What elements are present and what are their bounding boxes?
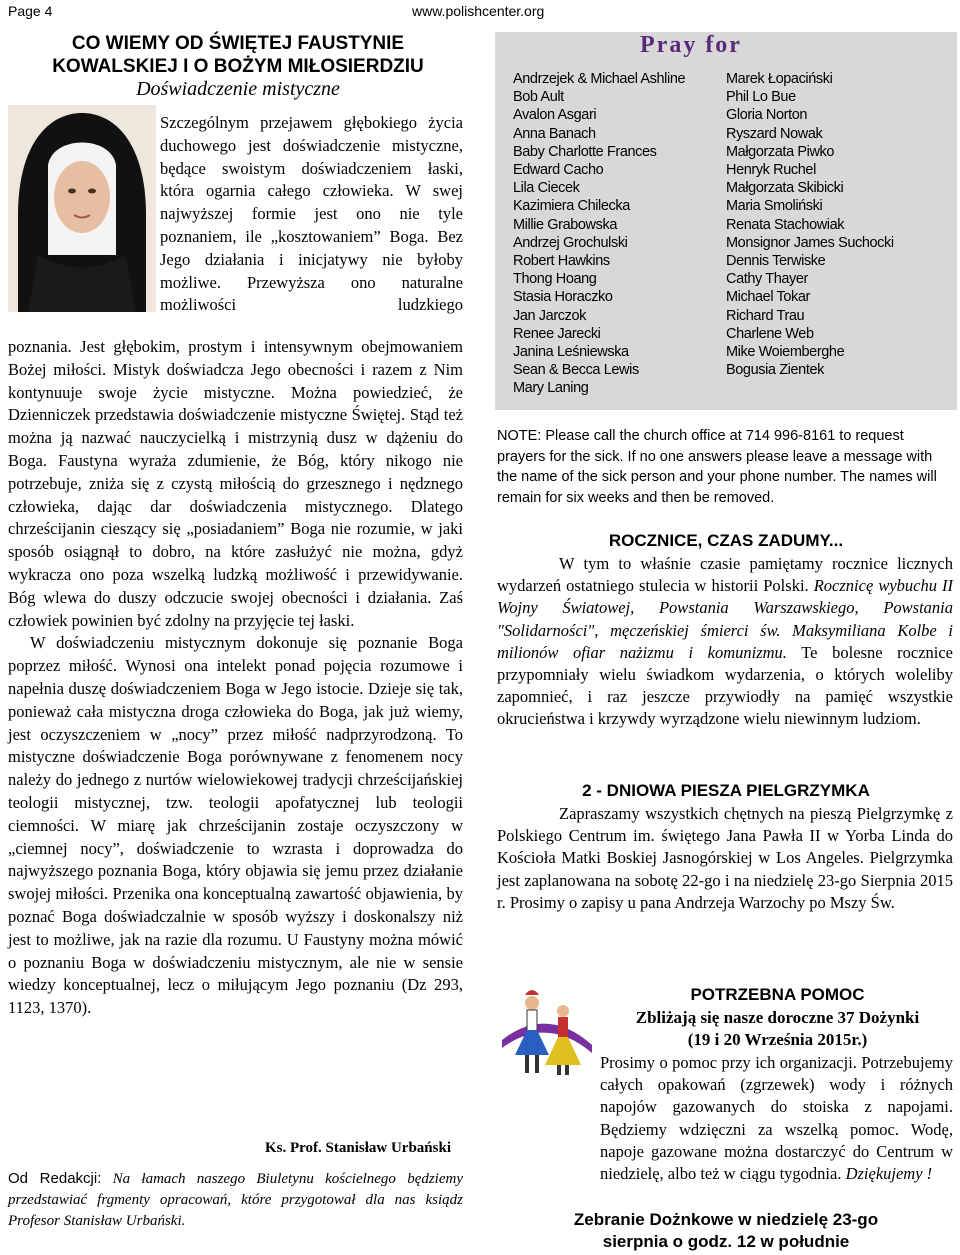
prayer-name: Andrzej Grochulski (513, 234, 628, 251)
help-text (497, 1052, 953, 1185)
prayer-name: Stasia Horaczko (513, 289, 613, 306)
prayer-name: Kazimiera Chilecka (513, 198, 630, 215)
article-title-line2: KOWALSKIEJ I O BOŻYM MIŁOSIERDZIU (52, 56, 424, 77)
prayer-name: Renata Stachowiak (726, 216, 845, 233)
article-intro: Szczególnym przejawem głębokiego życia duchowego jest doświadczenie mistyczne, będące swoistym doświadczeniem łaski, która ogarnia całego człowieka. W swej najwyższej formie jest ono nie tyle poznaniem, ile „kosztowaniem” Boga. Bez Jego działania i inicjatywy nie byłoby możliwe. Przewyższa ono naturalne możliwości ludzkiego (160, 113, 463, 315)
prayer-name: Jan Jarczok (513, 307, 586, 324)
prayer-name: Gloria Norton (726, 107, 808, 124)
prayer-name: Dennis Terwiske (726, 253, 826, 270)
prayer-name: Richard Trau (726, 307, 805, 324)
prayer-name: Avalon Asgari (513, 107, 597, 124)
article-body (8, 336, 463, 1020)
page-number: Page 4 (8, 3, 53, 19)
prayer-name: Cathy Thayer (726, 271, 808, 288)
prayer-name: Anna Banach (513, 125, 596, 142)
prayer-name: Sean & Becca Lewis (513, 362, 639, 379)
prayer-name: Bob Ault (513, 89, 564, 106)
article-paragraph-2: W doświadczeniu mistycznym dokonuje się poznanie Boga poprzez miłość. Wynosi ona intelekt ponad pojęcia rozumowe i napełnia duszę doświadczeniem Boga w Jego istocie. Dzieje się tak, ponieważ cała mistyczna droga człowieka do Boga, jak już wiemy, jest oczyszczeniem w „nocy” przez miłość nadprzyrodzoną. To mistyczne doświadczenie Boga porównywane z fenomenem nocy należy do jednego z nurtów wielowiekowej tradycji chrześcijańskiej teologii mistycznej, tzw. teologii apofatycznej lub teologii ciemności. W miarę jak chrześcijanin zostaje oczyszczony w „ciemnej nocy”, doświadczenie to wzrasta i doprowadza do najwyższego poznania Boga, który objawia się jemu przez działanie swojej miłości. Przenika ona konceptualną zawartość objawienia, by poznać Boga doświadczalnie w sposób wyższy i doskonalszy niż jest to możliwe, jak na razie dla rozumu. U Faustyny można mówić o poznaniu Boga w doświadczeniu mistycznym, ale nie w sensie wiedzy konceptualnej, lecz o miłującym Jego poznaniu (Dz 293, 1123, 1370). (8, 633, 463, 1018)
prayer-name: Bogusia Zientek (726, 362, 824, 379)
prayer-name: Thong Hoang (513, 271, 597, 288)
rocznice-text-a: W tym to właśnie czasie pamiętamy rocznice licznych wydarzeń ostatniego stulecia w historii Polski. (497, 554, 953, 596)
meeting-line-1: Zebranie Dożnkowe w niedzielę 23-go (573, 1210, 879, 1229)
prayer-name: Janina Leśniewska (513, 344, 629, 361)
article-title-line1: CO WIEMY OD ŚWIĘTEJ FAUSTYNIE (71, 33, 405, 54)
prayer-name: Małgorzata Skibicki (726, 180, 844, 197)
harvest-meeting-notice (497, 1209, 955, 1253)
prayer-name: Mike Woiemberghe (726, 344, 845, 361)
prayer-name: Michael Tokar (726, 289, 810, 306)
prayer-name: Robert Hawkins (513, 253, 610, 270)
editor-note-label: Od Redakcji: (8, 1170, 102, 1187)
prayer-name: Marek Łopaciński (726, 71, 833, 87)
pilgrimage-title: 2 - DNIOWA PIESZA PIELGRZYMKA (582, 781, 870, 800)
prayer-name: Baby Charlotte Frances (513, 143, 657, 160)
prayer-name: Renee Jarecki (513, 325, 601, 342)
help-subtitle-1: Zbliżają się nasze doroczne 37 Dożynki (635, 1008, 920, 1027)
meeting-line-2: sierpnia o godz. 12 w południe (602, 1232, 850, 1251)
editor-note-text: Na łamach naszego Biuletynu kościelnego będziemy przedstawiać frgmenty opracowań, które przygotował dla nas ksiądz Profesor Stanisław Urbański. (8, 1171, 464, 1229)
rocznice-title: ROCZNICE, CZAS ZADUMY... (608, 531, 844, 550)
prayer-name: Millie Grabowska (513, 216, 617, 233)
help-thanks: Dziękujemy ! (845, 1164, 933, 1184)
help-title: POTRZEBNA POMOC (690, 985, 865, 1004)
article-subtitle: Doświadczenie mistyczne (136, 78, 340, 100)
prayer-name: Andrzejek & Michael Ashline (513, 71, 686, 87)
prayer-names-column-1 (513, 70, 685, 398)
help-subtitle-2: (19 i 20 Września 2015r.) (687, 1030, 868, 1049)
editor-note (8, 1168, 463, 1232)
pilgrimage-text: Zapraszamy wszystkich chętnych na pieszą Pielgrzymkę z Polskiego Centrum im. świętego Jana Pawła II w Yorba Linda do Kościoła Matki Boskiej Jasnogórskiej w Los Angeles. Pielgrzymka jest zaplanowana na sobotę 22-go i na niedzielę 23-go Sierpnia 2015 r. Prosimy o zapisy u pana Andrzeja Warzochy po Mszy Św. (497, 804, 953, 912)
sick-prayer-note: NOTE: Please call the church office at 714 996-8161 to request prayers for the sick. If no one answers please leave a message with the name of the sick person and your phone number. The names will remain for six weeks and then be removed. (497, 428, 937, 506)
rocznice-text (497, 553, 953, 731)
prayer-name: Charlene Web (726, 325, 814, 342)
prayer-name: Mary Laning (513, 380, 589, 397)
prayer-name: Ryszard Nowak (726, 125, 823, 142)
rocznice-text-italic: Rocznicę wybuchu II Wojny Światowej, Powstania Warszawskiego, Powstania "Solidarności", męczeńskiej śmierci św. Maksymiliana Kolbe i milionów ofiar nażizmu i komunizmu. (497, 576, 954, 662)
saint-portrait-image (8, 105, 156, 312)
prayer-name: Monsignor James Suchocki (726, 234, 894, 251)
prayer-name: Małgorzata Piwko (726, 143, 835, 160)
prayer-list-title: Pray for (640, 32, 742, 58)
prayer-name: Maria Smoliński (726, 198, 823, 215)
prayer-name: Henryk Ruchel (726, 162, 816, 179)
article-signature: Ks. Prof. Stanisław Urbański (264, 1140, 451, 1156)
help-text-body: Prosimy o pomoc przy ich organizacji. Potrzebujemy całych opakowań (zgrzewek) wody i różnych napojów gazowanych do stoiska z napojami. Będziemy wdzięczni za wszelką pomoc. Wodę, napoje gazowane można dostarczyć do Centrum w niedzielę, albo też w ciągu tygodnia. (600, 1053, 953, 1184)
article-title (8, 32, 468, 78)
rocznice-text-b: Te bolesne rocznice przypomniały wielu świadkom wydarzenia, o których woleliby zapomnieć, i raz jeszcze przywiodły na pamięć wszystkie okrucieństwa i krzywdy wyrządzone wielu niewinnym ludziom. (497, 642, 953, 729)
prayer-name: Phil Lo Bue (726, 89, 796, 106)
prayer-name: Lila Ciecek (513, 180, 580, 197)
prayer-name: Edward Cacho (513, 162, 604, 179)
article-paragraph-1: poznania. Jest głębokim, prostym i intensywnym obejmowaniem Bożej miłości. Mistyk doświadcza Jego obecności i razem z Nim kontynuuje swoje życie mistyczne. Można powiedzieć, że Dzienniczek przedstawia doświadczenie mistyczne Świętej. Stąd też można ją nazwać nauczycielką i mistrzynią dusz w dążeniu do Boga. Faustyna wyraża zdumienie, że Bóg, który nikogo nie potrzebuje, zniża się z czystą miłością do grzesznego i nędznego człowieka, dając dar doświadczenia mistycznego. Dlatego chrześcijanin cieszący się „posiadaniem” Boga nie rozumie, w jaki sposób osiągnął to dobro, na które zasłużyć nie można, gdyż wykracza ono poza wszelką ludzką możliwość i przewidywanie. Bóg wlewa do duszy odczucie swojej obecności i działania. Zaś człowiek powinien być zdolny na przyjęcie tej łaski. (8, 337, 463, 630)
prayer-names-column-2 (726, 70, 894, 379)
website-url: www.polishcenter.org (412, 3, 545, 19)
